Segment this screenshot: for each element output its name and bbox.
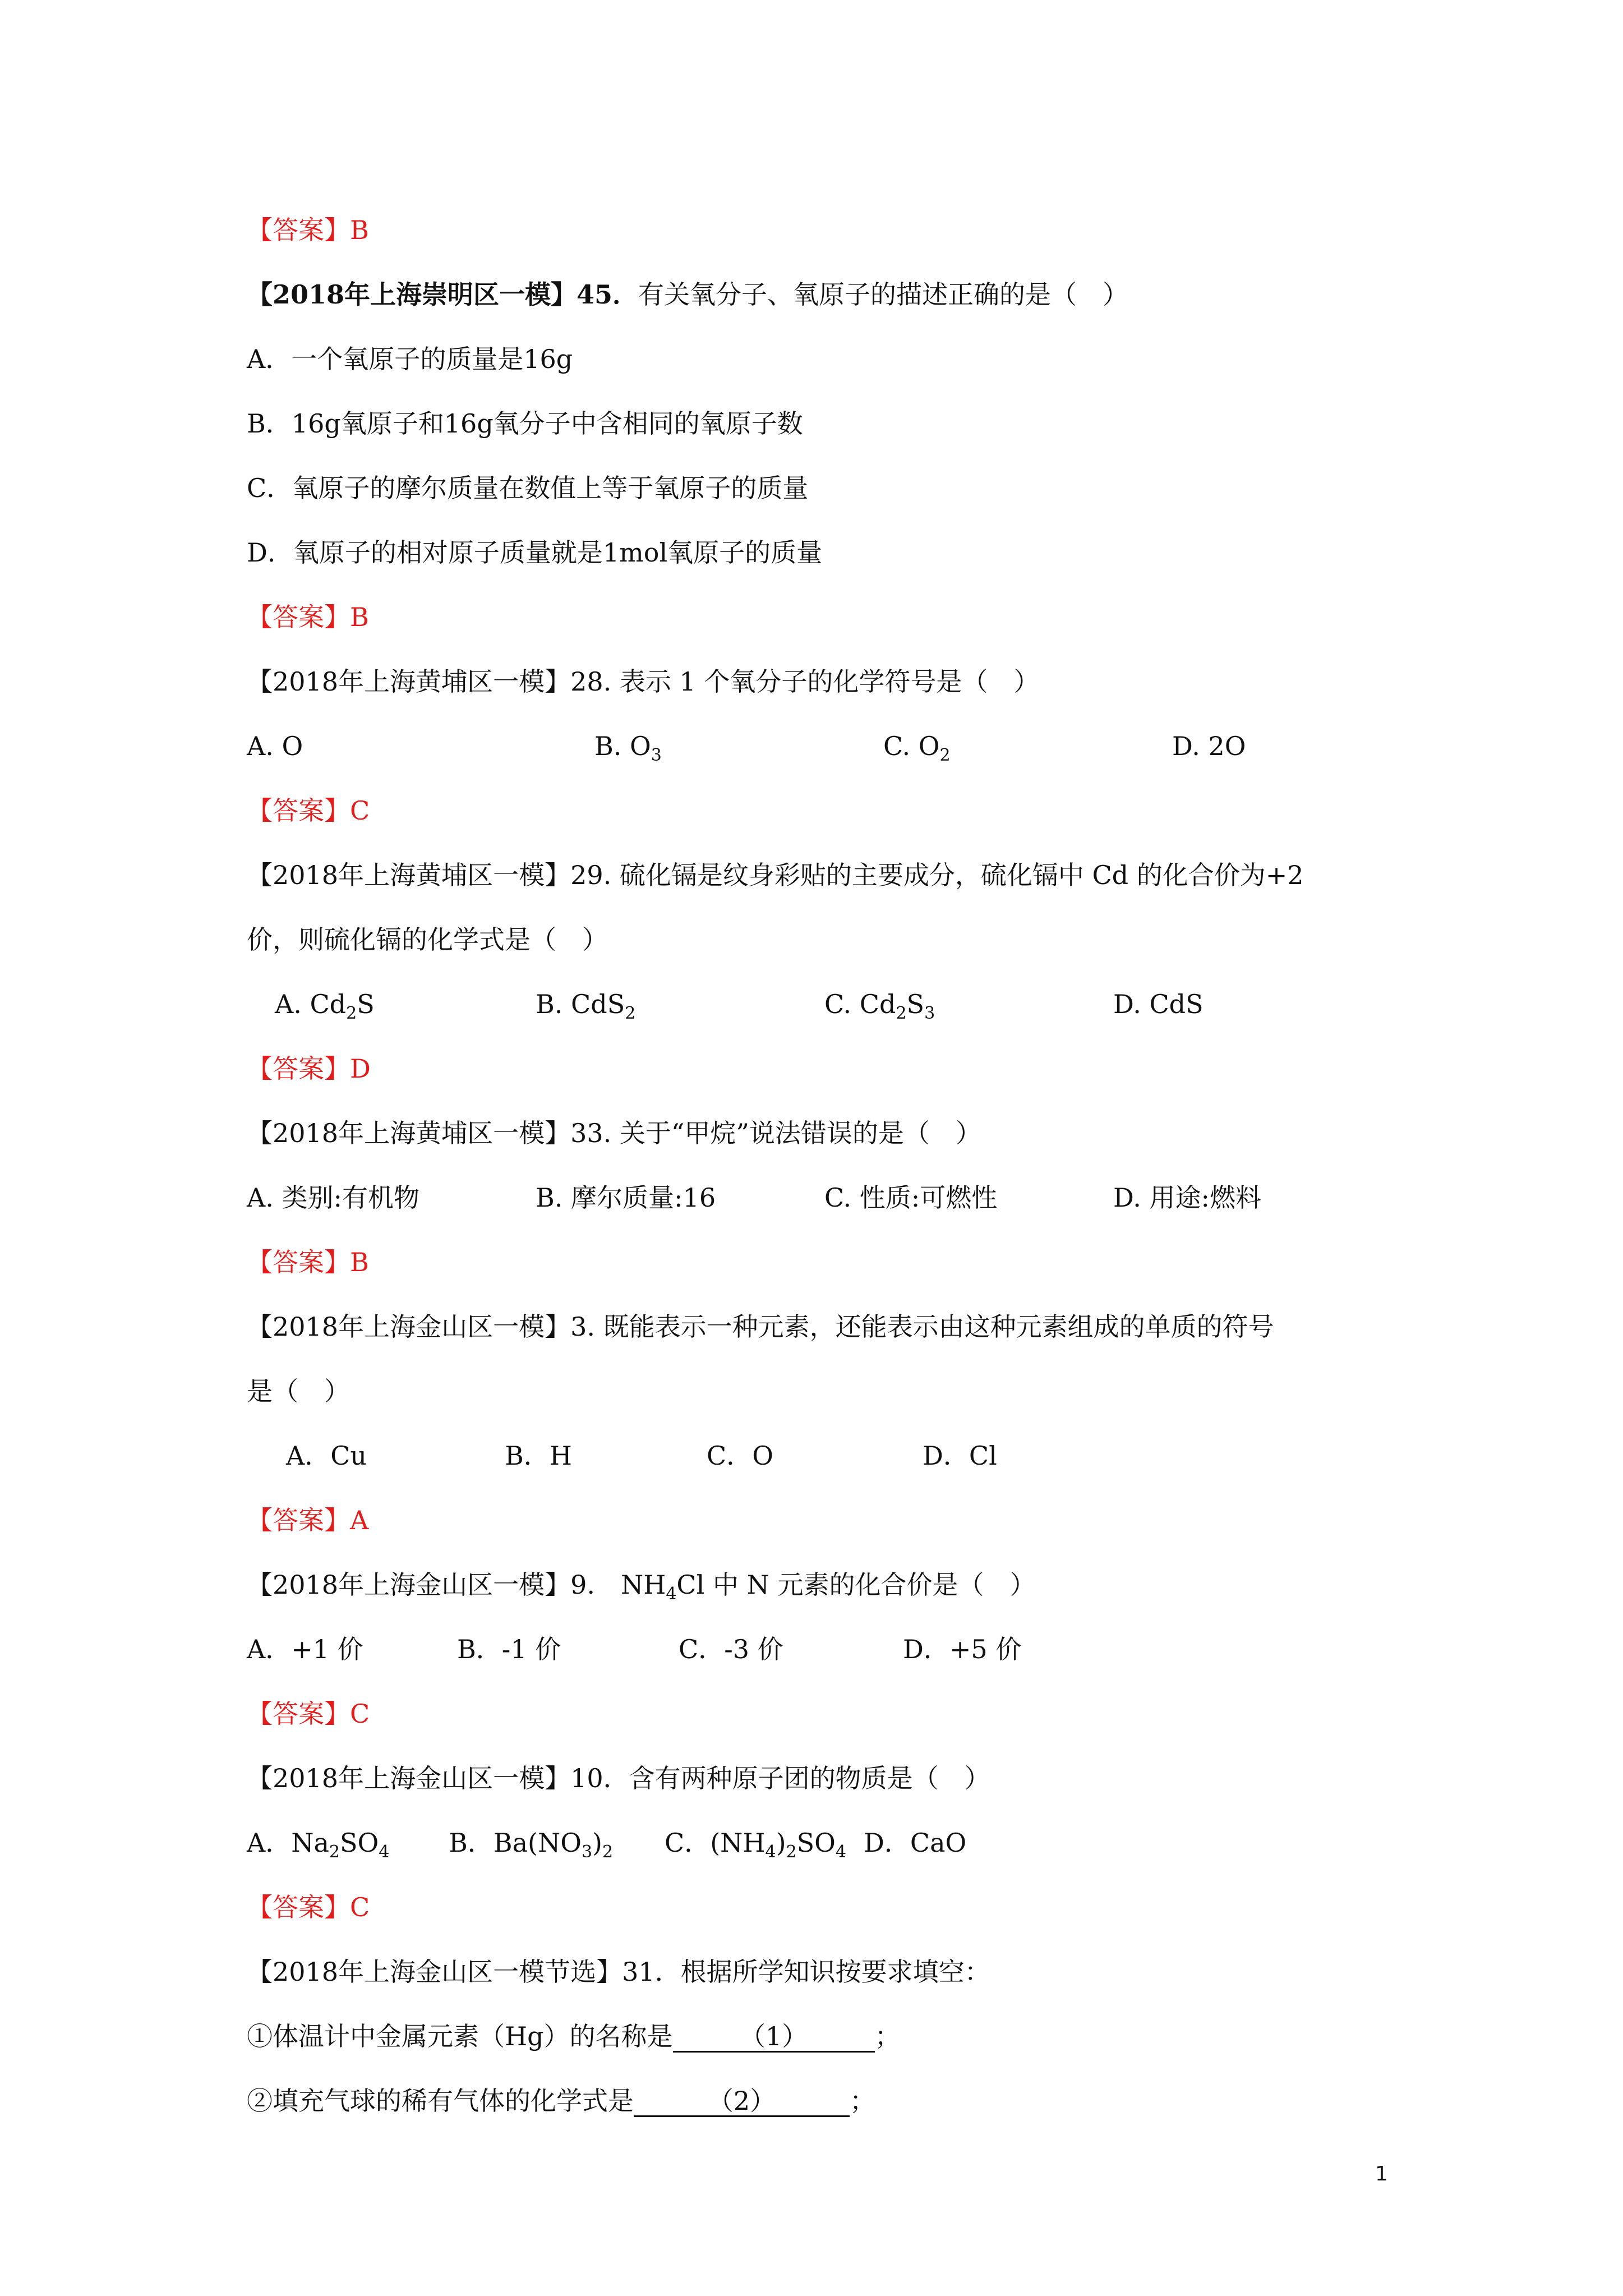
option-d: D．氧原子的相对原子质量就是1mol氧原子的质量 <box>247 537 823 568</box>
answer-blank-2[interactable]: （2） <box>634 2086 850 2117</box>
question-source: 【2018年上海崇明区一模】45． <box>247 279 639 310</box>
answer-label: 【答案】A <box>247 1505 369 1535</box>
option-c: C. 性质:可燃性 <box>824 1182 998 1213</box>
option-a: A. O <box>247 731 303 761</box>
option-a: A. $Cd_2S$ <box>275 989 375 1023</box>
answer-blank-1[interactable]: （1） <box>673 2022 875 2053</box>
question-10-stem: 【2018年上海金山区一模】10．含有两种原子团的物质是（ ） <box>247 1763 990 1793</box>
page-number: 1 <box>1375 2162 1388 2185</box>
fill-item-1: ①体温计中金属元素（Hg）的名称是 （1） ； <box>247 2021 901 2051</box>
option-c: C．氧原子的摩尔质量在数值上等于氧原子的质量 <box>247 473 809 503</box>
option-a: A．+1 价 <box>247 1634 363 1664</box>
question-33-stem: 【2018年上海黄埔区一模】33. 关于“甲烷”说法错误的是（ ） <box>247 1118 981 1148</box>
option-b: B. $O_3$ <box>594 731 662 765</box>
answer-label: 【答案】B <box>247 602 369 632</box>
question-text: 有关氧分子、氧原子的描述正确的是（ ） <box>638 279 1129 310</box>
question-29-stem-line1: 【2018年上海黄埔区一模】29. 硫化镉是纹身彩贴的主要成分，硫化镉中 Cd 的化合价为+2 <box>247 860 1304 890</box>
option-b: B. 摩尔质量:16 <box>536 1182 716 1213</box>
option-d: D．CaO <box>864 1828 967 1858</box>
option-c: C．$(NH_4)_2SO_4$ <box>665 1828 846 1862</box>
option-a: A．$Na_2SO_4$ <box>247 1828 390 1862</box>
option-d: D．Cl <box>923 1441 997 1471</box>
option-b: B．H <box>505 1441 572 1471</box>
option-b: B．16g氧原子和16g氧分子中含相同的氧原子数 <box>247 408 803 439</box>
option-c: C. $O_2$ <box>883 731 951 765</box>
option-c: C．-3 价 <box>679 1634 783 1664</box>
fill-item-2: ②填充气球的稀有气体的化学式是 （2） ； <box>247 2086 875 2116</box>
option-d: D. 2O <box>1172 731 1246 761</box>
question-3-stem-line2: 是（ ） <box>247 1376 350 1406</box>
option-a: A. 类别:有机物 <box>247 1182 419 1213</box>
question-45-stem <box>247 278 1128 311</box>
answer-label: 【答案】C <box>247 1892 370 1922</box>
option-c: C. $Cd_2S_3$ <box>824 989 935 1023</box>
answer-label: 【答案】C <box>247 795 370 826</box>
answer-label: 【答案】B <box>247 215 369 245</box>
option-b: B．-1 价 <box>457 1634 561 1664</box>
option-a: A．一个氧原子的质量是16g <box>247 344 573 374</box>
option-b: B．$Ba(NO_3)_2$ <box>449 1828 614 1862</box>
option-d: D．+5 价 <box>903 1634 1022 1664</box>
question-9-stem: 【2018年上海金山区一模】9. $NH_4Cl$ 中 N 元素的化合价是（ ） <box>247 1570 1036 1604</box>
option-d: D. 用途:燃料 <box>1113 1182 1261 1213</box>
question-28-stem: 【2018年上海黄埔区一模】28. 表示 1 个氧分子的化学符号是（ ） <box>247 666 1040 697</box>
answer-label: 【答案】D <box>247 1053 371 1084</box>
answer-label: 【答案】C <box>247 1699 370 1729</box>
option-a: A．Cu <box>286 1441 367 1471</box>
option-c: C．O <box>707 1441 773 1471</box>
answer-label: 【答案】B <box>247 1247 369 1277</box>
option-d: D. CdS <box>1113 989 1204 1019</box>
option-b: B. CdS$_2$ <box>536 989 636 1023</box>
question-31-stem: 【2018年上海金山区一模节选】31．根据所学知识按要求填空： <box>247 1957 990 1987</box>
question-3-stem-line1: 【2018年上海金山区一模】3. 既能表示一种元素，还能表示由这种元素组成的单质的符号 <box>247 1312 1274 1342</box>
question-29-stem-line2: 价，则硫化镉的化学式是（ ） <box>247 924 608 955</box>
